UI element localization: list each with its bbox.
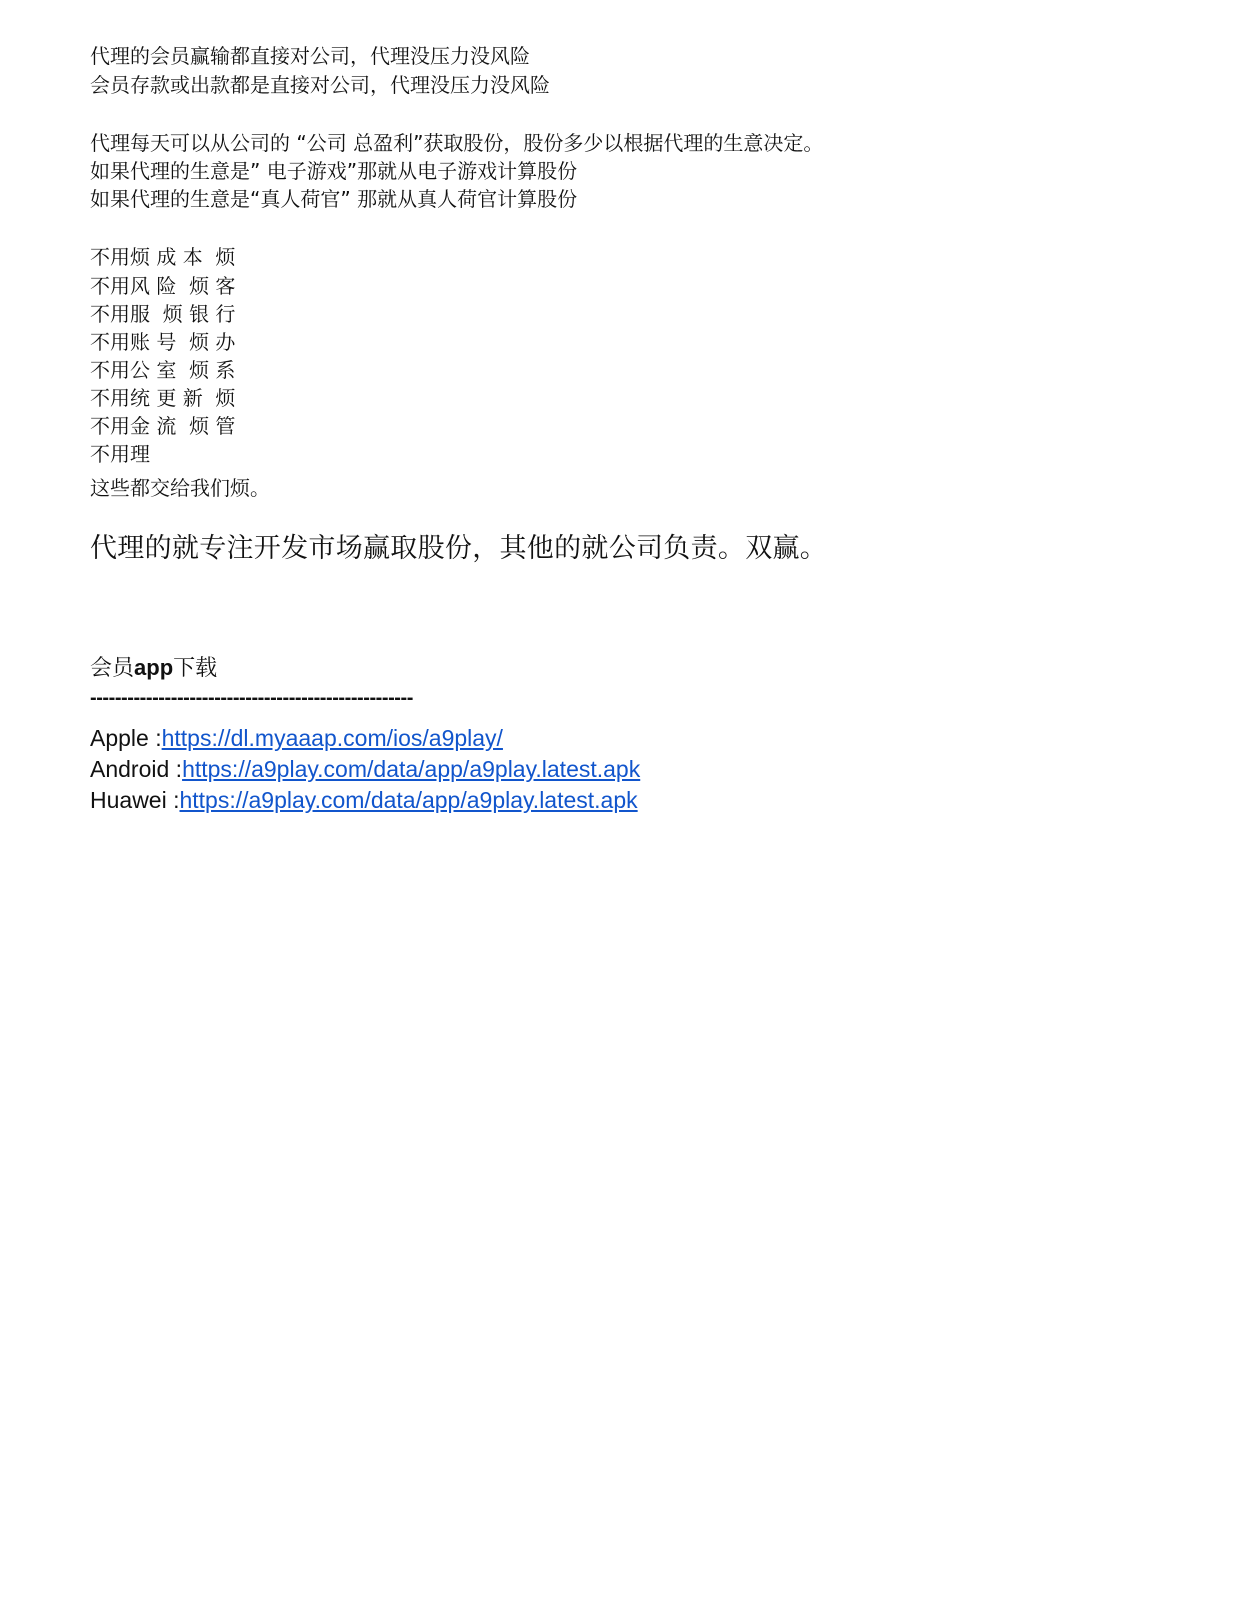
apple-label: Apple : <box>90 725 162 751</box>
no-worry-item: 不用账 号 烦 办 <box>90 330 236 354</box>
no-worry-item: 不用公 室 烦 系 <box>90 358 236 382</box>
android-download-line <box>90 754 640 784</box>
no-worry-item: 不用烦 成 本 烦 <box>90 245 236 269</box>
app-download-title <box>90 653 217 684</box>
no-worry-item: 不用理 <box>90 442 150 466</box>
no-worry-item: 不用金 流 烦 管 <box>90 414 236 438</box>
apple-download-line <box>90 723 503 753</box>
android-label: Android : <box>90 756 183 782</box>
intro-line-1: 代理的会员赢输都直接对公司，代理没压力没风险 <box>90 44 530 68</box>
huawei-download-link[interactable]: https://a9play.com/data/app/a9play.latest.apk <box>179 787 638 813</box>
no-worry-item: 不用统 更 新 烦 <box>90 386 236 410</box>
android-download-link[interactable]: https://a9play.com/data/app/a9play.latest.apk <box>182 756 641 782</box>
huawei-label: Huawei : <box>90 787 180 813</box>
app-download-title-suffix: 下载 <box>173 656 218 681</box>
shares-line-3: 如果代理的生意是“真人荷官” 那就从真人荷官计算股份 <box>90 187 578 211</box>
no-worry-item: 不用服 烦 银 行 <box>90 302 236 326</box>
intro-line-2: 会员存款或出款都是直接对公司，代理没压力没风险 <box>90 73 550 97</box>
apple-download-link[interactable]: https://dl.myaaap.com/ios/a9play/ <box>161 725 503 751</box>
no-worry-item: 不用风 险 烦 客 <box>90 274 236 298</box>
headline: 代理的就专注开发市场赢取股份，其他的就公司负责。双赢。 <box>90 533 828 564</box>
no-worry-closing: 这些都交给我们烦。 <box>90 476 270 500</box>
app-download-title-bold: app <box>134 655 174 680</box>
shares-line-1: 代理每天可以从公司的 “公司 总盈利”获取股份，股份多少以根据代理的生意决定。 <box>90 131 824 155</box>
section-divider: ---------------------------------------------------- <box>90 687 413 709</box>
app-download-title-prefix: 会员 <box>90 656 135 681</box>
shares-line-2: 如果代理的生意是” 电子游戏”那就从电子游戏计算股份 <box>90 159 578 183</box>
huawei-download-line <box>90 785 638 815</box>
